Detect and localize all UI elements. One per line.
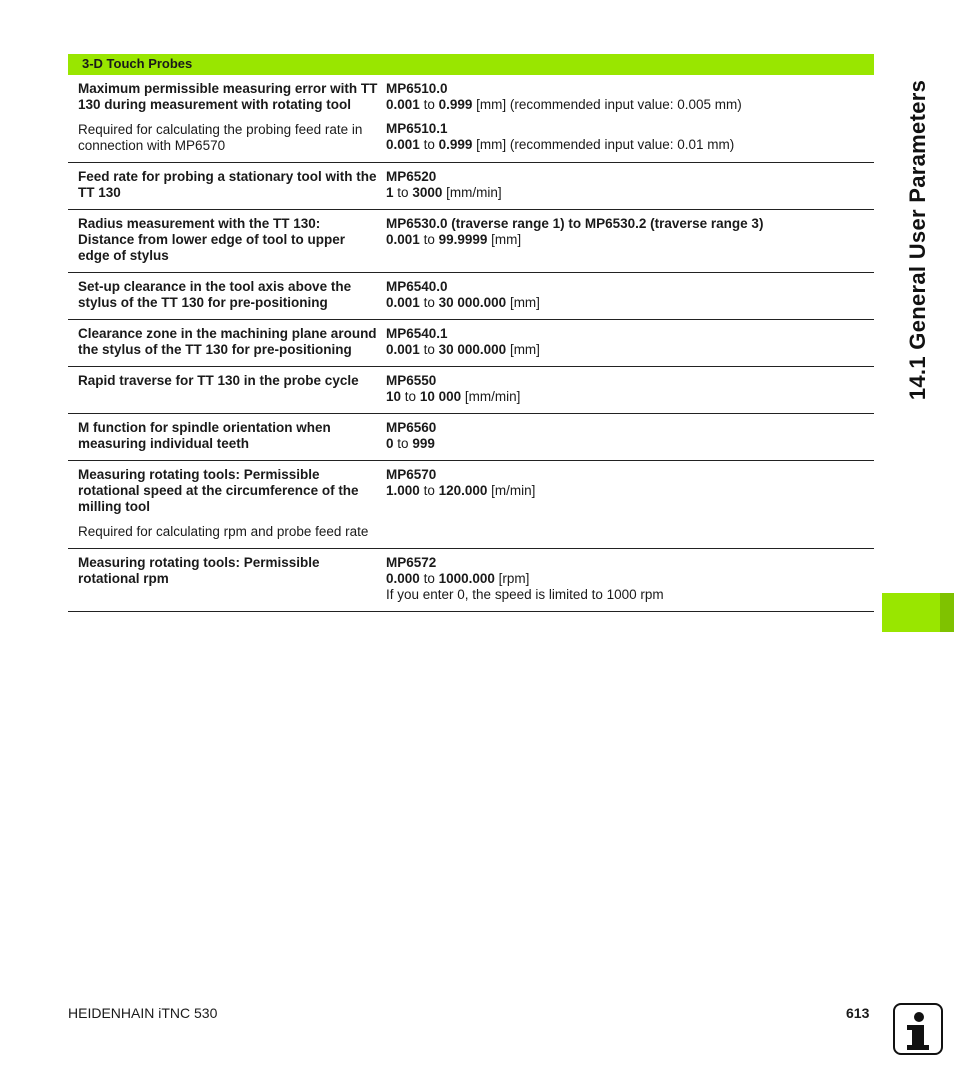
parameter-title: Measuring rotating tools: Permissible rotational rpm — [78, 555, 320, 586]
range-to: 99.9999 — [438, 232, 488, 247]
parameter-range — [386, 97, 874, 113]
parameter-range — [386, 483, 874, 499]
range-from: 0.001 — [386, 342, 420, 357]
table-row — [68, 163, 874, 210]
parameter-entry — [386, 555, 874, 603]
range-to-word: to — [423, 342, 435, 357]
parameter-values — [386, 467, 874, 540]
range-to-word: to — [423, 295, 435, 310]
parameter-description — [68, 555, 386, 603]
parameter-values — [386, 279, 874, 311]
section-header: 3-D Touch Probes — [68, 54, 874, 75]
parameter-name: MP6572 — [386, 555, 437, 570]
range-from: 0.001 — [386, 232, 420, 247]
parameter-title: Rapid traverse for TT 130 in the probe cycle — [78, 373, 359, 388]
table-row — [68, 461, 874, 549]
range-from: 0.001 — [386, 97, 420, 112]
parameter-description — [68, 169, 386, 201]
parameter-entry — [386, 216, 874, 248]
parameter-title: Set-up clearance in the tool axis above the stylus of the TT 130 for pre-positioning — [78, 279, 352, 310]
parameter-name: MP6510.0 — [386, 81, 448, 96]
range-from: 0 — [386, 436, 394, 451]
chapter-title-text: 14.1 General User Parameters — [905, 79, 930, 401]
range-from: 1.000 — [386, 483, 420, 498]
parameter-values — [386, 81, 874, 154]
parameter-range — [386, 389, 874, 405]
parameter-values — [386, 373, 874, 405]
range-unit: [mm] — [509, 295, 540, 310]
parameter-entry — [386, 467, 874, 499]
range-to: 120.000 — [438, 483, 488, 498]
range-unit: [mm] (recommended input value: 0.005 mm) — [476, 97, 742, 112]
parameter-description — [68, 326, 386, 358]
table-row — [68, 273, 874, 320]
parameter-entry — [386, 279, 874, 311]
parameter-description — [68, 279, 386, 311]
table-row — [68, 367, 874, 414]
parameter-range — [386, 436, 874, 452]
range-to: 999 — [412, 436, 435, 451]
parameter-entry — [386, 81, 874, 113]
parameter-title: Maximum permissible measuring error with TT 130 during measurement with rotating tool — [78, 81, 378, 112]
range-to: 0.999 — [438, 97, 473, 112]
parameter-values — [386, 326, 874, 358]
parameter-name: MP6550 — [386, 373, 437, 388]
range-to-word: to — [423, 232, 435, 247]
range-from: 0.001 — [386, 295, 420, 310]
parameter-range — [386, 571, 874, 587]
table-row — [68, 75, 874, 163]
parameter-description — [68, 81, 386, 154]
parameter-values — [386, 169, 874, 201]
range-unit: [mm] — [509, 342, 540, 357]
parameter-title: Measuring rotating tools: Permissible rotational speed at the circumference of the milling tool — [78, 467, 359, 514]
parameter-name: MP6510.1 — [386, 121, 448, 136]
range-to-word: to — [423, 483, 435, 498]
parameter-note: Required for calculating the probing feed rate in connection with MP6570 — [78, 122, 363, 153]
range-to: 30 000.000 — [438, 342, 507, 357]
parameter-name: MP6530.0 (traverse range 1) to MP6530.2 (traverse range 3) — [386, 216, 764, 231]
parameter-title: M function for spindle orientation when measuring individual teeth — [78, 420, 331, 451]
parameter-name: MP6520 — [386, 169, 437, 184]
parameter-title: Feed rate for probing a stationary tool with the TT 130 — [78, 169, 377, 200]
parameter-range — [386, 342, 874, 358]
parameter-range — [386, 295, 874, 311]
parameter-range — [386, 232, 874, 248]
parameter-entry — [386, 169, 874, 201]
parameter-description — [68, 467, 386, 540]
table-row — [68, 210, 874, 273]
table-row — [68, 320, 874, 367]
range-to-word: to — [423, 571, 435, 586]
range-to-word: to — [397, 185, 409, 200]
info-icon — [893, 1003, 943, 1055]
parameter-extra: If you enter 0, the speed is limited to 1000 rpm — [386, 587, 664, 602]
parameter-description — [68, 373, 386, 405]
range-to-word: to — [397, 436, 409, 451]
chapter-tab-shadow — [940, 593, 954, 632]
range-unit: [mm] (recommended input value: 0.01 mm) — [476, 137, 735, 152]
footer-product-name: HEIDENHAIN iTNC 530 — [68, 1005, 218, 1021]
parameter-entry — [386, 420, 874, 452]
range-to-word: to — [404, 389, 417, 404]
chapter-side-title — [896, 60, 940, 420]
parameter-values — [386, 216, 874, 264]
parameter-entry — [386, 373, 874, 405]
range-to: 0.999 — [438, 137, 473, 152]
range-to: 10 000 — [419, 389, 462, 404]
range-from: 1 — [386, 185, 394, 200]
parameter-entry — [386, 121, 874, 153]
page-number: 613 — [846, 1005, 870, 1021]
parameter-note: Required for calculating rpm and probe feed rate — [78, 524, 369, 539]
range-from: 0.000 — [386, 571, 420, 586]
parameter-values — [386, 555, 874, 603]
range-to: 1000.000 — [438, 571, 495, 586]
range-to: 3000 — [412, 185, 443, 200]
parameter-entry — [386, 326, 874, 358]
parameter-table — [68, 75, 874, 612]
table-row — [68, 549, 874, 612]
parameter-name: MP6540.0 — [386, 279, 448, 294]
parameter-range — [386, 137, 874, 153]
range-to: 30 000.000 — [438, 295, 507, 310]
range-unit: [mm/min] — [446, 185, 502, 200]
parameter-range — [386, 185, 874, 201]
range-from: 0.001 — [386, 137, 420, 152]
range-unit: [mm] — [491, 232, 522, 247]
parameter-title: Radius measurement with the TT 130: Distance from lower edge of tool to upper edge of stylus — [78, 216, 346, 263]
range-from: 10 — [386, 389, 402, 404]
range-unit: [rpm] — [498, 571, 530, 586]
range-to-word: to — [423, 137, 435, 152]
parameter-description — [68, 420, 386, 452]
parameter-name: MP6560 — [386, 420, 437, 435]
parameter-values — [386, 420, 874, 452]
parameter-title: Clearance zone in the machining plane around the stylus of the TT 130 for pre-positioning — [78, 326, 377, 357]
parameter-description — [68, 216, 386, 264]
parameter-name: MP6540.1 — [386, 326, 448, 341]
range-unit: [m/min] — [491, 483, 536, 498]
range-unit: [mm/min] — [464, 389, 521, 404]
table-row — [68, 414, 874, 461]
parameter-name: MP6570 — [386, 467, 437, 482]
range-to-word: to — [423, 97, 435, 112]
